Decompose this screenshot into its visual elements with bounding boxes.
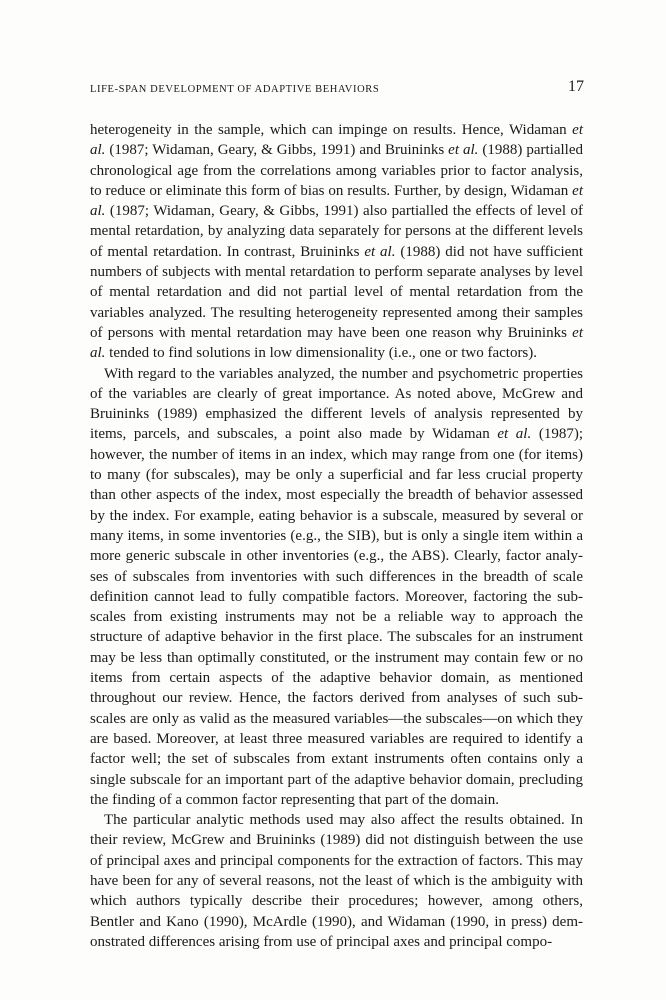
text-run: (1988) partialled chronological age from the correlations among variables prior to factor analysis, to reduce or eliminate this form of bias on results. Further, by design, Widaman	[90, 142, 583, 199]
body-text	[90, 120, 583, 952]
text-run: (1988) did not have sufficient numbers of subjects with mental retardation to perform separate analyses by level of mental retardation and did not partial level of mental retardation from the variables analyzed. The resulting heterogeneity represented among their samples of persons with mental retardation may have been one reason why Bruininks	[90, 243, 583, 341]
italic-text-run: et al.	[90, 182, 583, 220]
italic-text-run: et al.	[448, 142, 479, 159]
italic-text-run: et al.	[364, 243, 396, 260]
text-run: heterogeneity in the sample, which can impinge on results. Hence, Widaman	[90, 122, 573, 138]
italic-text-run: et al.	[90, 324, 583, 362]
text-run: With regard to the variables analyzed, the number and psychometric properties of the variables are clearly of great importance. As noted above, McGrew and Bruininks (1989) emphasized the different levels of analysis represented by items, parcels, and subscales, a point also made by Widaman	[90, 365, 583, 443]
italic-text-run: et al.	[497, 426, 532, 443]
running-head: LIFE-SPAN DEVELOPMENT OF ADAPTIVE BEHAVIORS	[90, 84, 380, 95]
text-run: (1987); however, the number of items in an index, which may range from one (for items) to many (for subscales), may be only a superficial and far less crucial property than other aspects of the index, most especially the breadth of behavior assessed by the index. For example, eating behavior is a subscale, measured by several or many items, in some inventories (e.g., the SIB), but is only a single item within a more generic subscale in other inventories (e.g., the ABS). Clearly, factor analyses of subscales from inventories with such differences in the breadth of scale definition cannot lead to fully compatible factors. Moreover, factoring the subscales from existing instruments may not be a reliable way to approach the structure of adaptive behavior in the first place. The subscales for an instrument may be less than optimally constituted, or the instrument may contain few or no items from certain aspects of the adaptive behavior domain, as mentioned throughout our review. Hence, the factors derived from analyses of such subscales are only as valid as the measured variables—the subscales—on which they are based. Moreover, at least three measured variables are required to identify a factor well; the set of subscales from extant instruments often contains only a single subscale for an important part of the adaptive behavior domain, precluding the finding of a common factor representing that part of the domain.	[90, 426, 583, 808]
paragraph	[90, 810, 583, 952]
text-run: (1987; Widaman, Geary, & Gibbs, 1991) also partialled the effects of level of mental retardation, by analyzing data separately for persons at the different levels of mental retardation. In contrast, Bruininks	[90, 203, 583, 260]
text-run: tended to find solutions in low dimensionality (i.e., one or two factors).	[105, 345, 538, 362]
paragraph	[90, 120, 583, 364]
text-run: The particular analytic methods used may also affect the results obtained. In their review, McGrew and Bruininks (1989) did not distinguish between the use of principal axes and principal components for the extraction of factors. This may have been for any of several reasons, not the least of which is the ambiguity with which authors typically describe their procedures; however, among others, Bentler and Kano (1990), McArdle (1990), and Widaman (1990, in press) demonstrated differences arising from use of principal axes and principal compo-	[90, 812, 583, 950]
paragraph	[90, 364, 583, 811]
page-number: 17	[568, 78, 584, 95]
italic-text-run: et al.	[90, 122, 583, 159]
text-run: (1987; Widaman, Geary, & Gibbs, 1991) and Bruininks	[105, 142, 449, 159]
